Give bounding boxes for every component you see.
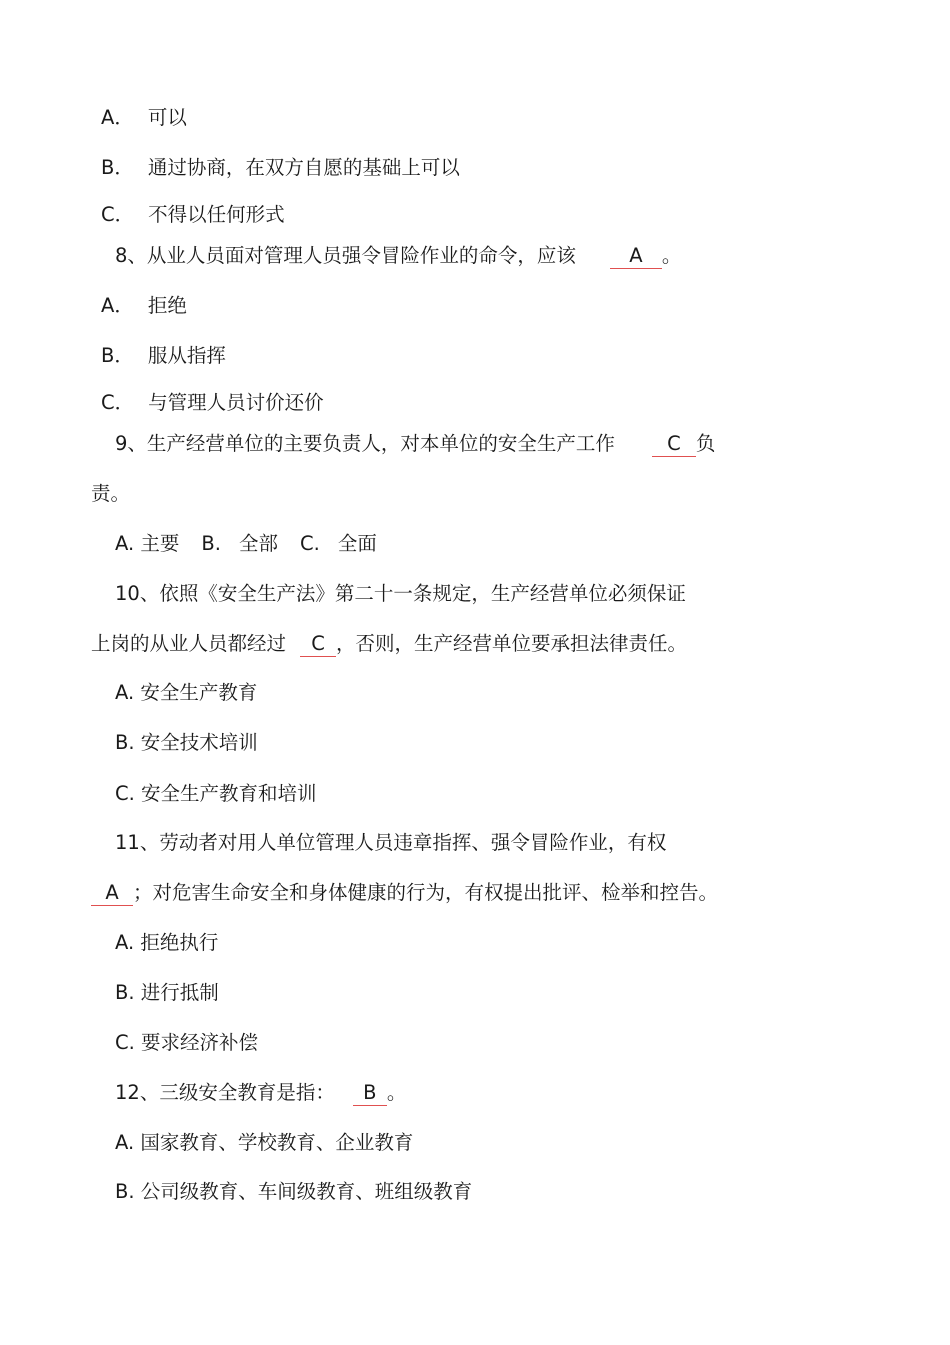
option-c-text: 全面 (337, 532, 377, 555)
question-12 (115, 1080, 406, 1106)
answer-blank: C (652, 432, 696, 457)
option-label: A． (101, 294, 134, 317)
question-suffix: 。 (661, 244, 682, 267)
option-label: B． (101, 344, 134, 367)
option-line (115, 1130, 413, 1156)
option-text: C. 要求经济补偿 (115, 1031, 259, 1054)
question-9-continued (91, 481, 130, 507)
option-line (115, 730, 258, 756)
option-line (115, 1179, 472, 1205)
option-label: B． (101, 156, 134, 179)
option-label: C． (101, 391, 135, 414)
question-9 (115, 431, 715, 457)
option-b-label: B. (201, 532, 221, 555)
option-text: 服从指挥 (147, 344, 226, 367)
option-line (101, 390, 324, 416)
question-10 (115, 581, 686, 607)
option-text: B. 公司级教育、车间级教育、班组级教育 (115, 1180, 473, 1203)
option-text: C. 安全生产教育和培训 (115, 782, 317, 805)
option-line (101, 343, 226, 369)
option-b-text: 全部 (238, 532, 278, 555)
answer-blank: A (610, 244, 662, 269)
question-suffix: ；对危害生命安全和身体健康的行为，有权提出批评、检举和控告。 (133, 881, 719, 904)
question-text: 8、从业人员面对管理人员强令冒险作业的命令，应该 (115, 244, 576, 267)
answer-blank: B (353, 1081, 387, 1106)
answer-blank: A (91, 881, 133, 906)
option-text: A. 国家教育、学校教育、企业教育 (115, 1131, 414, 1154)
option-c-label: C. (300, 532, 320, 555)
option-line (115, 781, 317, 807)
question-suffix: ，否则，生产经营单位要承担法律责任。 (336, 632, 688, 655)
option-text: B. 进行抵制 (115, 981, 219, 1004)
option-line (101, 105, 187, 131)
option-label: C． (101, 203, 135, 226)
option-line (115, 980, 219, 1006)
question-9-options (115, 531, 377, 557)
answer-blank: C (300, 632, 336, 657)
option-line (101, 293, 187, 319)
option-text: A. 安全生产教育 (115, 681, 258, 704)
question-text: 12、三级安全教育是指： (115, 1081, 335, 1104)
question-suffix: 。 (386, 1081, 407, 1104)
question-10-continued (91, 631, 687, 657)
question-text: 责。 (91, 482, 131, 505)
option-a: A. 主要 (115, 532, 180, 555)
option-label: A． (101, 106, 134, 129)
option-line (115, 930, 218, 956)
option-text: 不得以任何形式 (148, 203, 285, 226)
option-text: 可以 (147, 106, 187, 129)
question-text: 10、依照《安全生产法》第二十一条规定，生产经营单位必须保证 (115, 582, 686, 605)
option-text: 通过协商，在双方自愿的基础上可以 (147, 156, 460, 179)
option-text: 拒绝 (147, 294, 187, 317)
question-text: 9、生产经营单位的主要负责人，对本单位的安全生产工作 (115, 432, 615, 455)
option-line (115, 680, 257, 706)
option-text: A. 拒绝执行 (115, 931, 219, 954)
question-text: 11、劳动者对用人单位管理人员违章指挥、强令冒险作业，有权 (115, 831, 667, 854)
question-suffix: 负 (695, 432, 716, 455)
option-line (101, 202, 285, 228)
option-text: 与管理人员讨价还价 (148, 391, 324, 414)
question-8 (115, 243, 681, 269)
question-11-continued (91, 880, 718, 906)
question-11 (115, 830, 666, 856)
question-text: 上岗的从业人员都经过 (91, 632, 287, 655)
option-line (115, 1030, 258, 1056)
option-line (101, 155, 460, 181)
option-text: B. 安全技术培训 (115, 731, 258, 754)
